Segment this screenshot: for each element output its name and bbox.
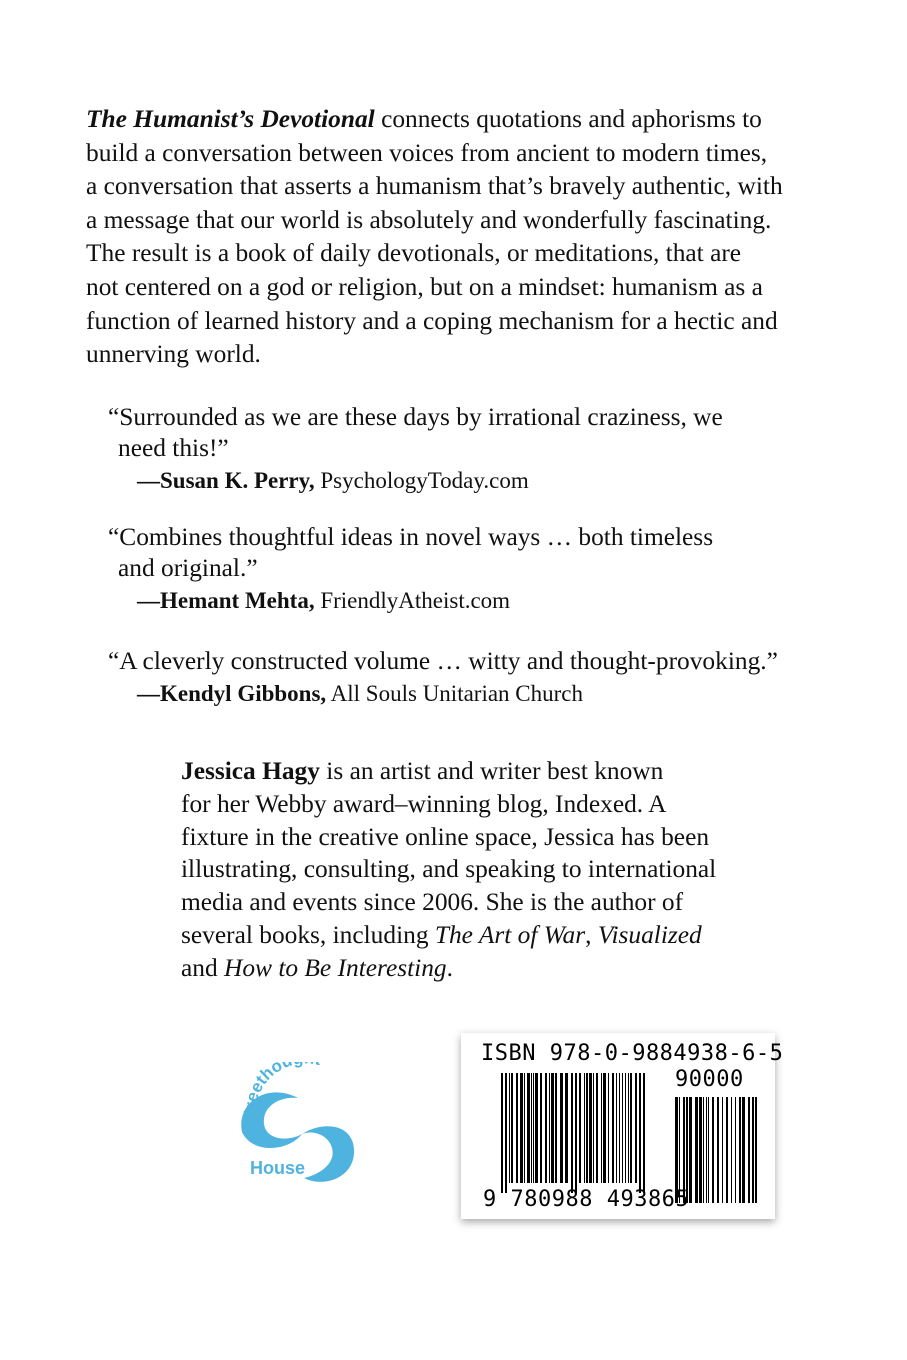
isbn-label: ISBN 978-0-9884938-6-5: [481, 1041, 784, 1066]
barcode-bar: [555, 1073, 557, 1183]
barcode-bar: [699, 1097, 702, 1203]
barcode-bar: [622, 1073, 623, 1183]
bio-line: Jessica Hagy is an artist and writer best known: [181, 757, 664, 785]
barcode-bar: [722, 1097, 723, 1203]
quote-line: “Surrounded as we are these days by irrational craziness, we: [108, 403, 723, 431]
barcode-bar: [511, 1073, 513, 1183]
barcode-bar: [612, 1073, 614, 1183]
quote-attribution: [108, 679, 778, 709]
barcode-bar: [619, 1073, 620, 1183]
barcode-bar: [703, 1097, 704, 1203]
book-title-visualized: Visualized: [597, 920, 702, 949]
quote-source: FriendlyAtheist.com: [314, 588, 511, 613]
barcode-bar: [635, 1073, 637, 1183]
barcode-bar: [520, 1073, 523, 1183]
barcode-bar: [603, 1073, 606, 1183]
barcode-bar: [579, 1073, 581, 1183]
barcode-bar: [527, 1073, 530, 1183]
review-quote-perry: [108, 402, 723, 496]
quote-line: need this!”: [118, 434, 229, 462]
barcode-bar: [589, 1073, 592, 1183]
barcode-bar: [742, 1097, 745, 1203]
barcode-bar: [593, 1073, 594, 1183]
barcode-bar: [695, 1097, 698, 1203]
bio-line: illustrating, consulting, and speaking to international: [181, 855, 717, 884]
barcode-bar: [712, 1097, 714, 1203]
logo-text-bottom: House: [250, 1158, 306, 1178]
barcode-bar: [752, 1097, 754, 1203]
description-line: build a conversation between voices from ancient to modern times,: [86, 138, 768, 167]
description-line: unnerving world.: [86, 340, 261, 369]
logo-text-top: Freetho: [240, 1062, 286, 1121]
author-bio: [181, 755, 716, 985]
barcode-guard-bar: [639, 1073, 641, 1193]
barcode-guard-bar: [571, 1073, 573, 1193]
ean-digits: 9 780988 493865: [483, 1187, 690, 1212]
quote-attribution: [108, 466, 723, 496]
barcode-bar: [560, 1073, 563, 1183]
barcode-bar: [549, 1073, 550, 1183]
barcode-bar: [524, 1073, 525, 1183]
barcode-guard-bar: [643, 1073, 645, 1193]
bio-line: fixture in the creative online space, Jessica has been: [181, 822, 710, 851]
price-code: 90000: [675, 1067, 744, 1092]
barcode-bar: [706, 1097, 707, 1203]
description-line: function of learned history and a coping mechanism for a hectic and: [86, 306, 778, 335]
barcode-bar: [596, 1073, 598, 1183]
barcode-bar: [516, 1073, 518, 1183]
barcode-bar: [545, 1073, 547, 1183]
barcode-bar: [739, 1097, 741, 1203]
barcode-bar: [630, 1073, 632, 1183]
barcode-bar: [735, 1097, 736, 1203]
description-line: The Humanist’s Devotional connects quotations and aphorisms to: [86, 105, 762, 133]
barcode-bar: [616, 1073, 617, 1183]
quote-line: “Combines thoughtful ideas in novel ways … both timeless: [108, 523, 714, 551]
quote-author: —Kendyl Gibbons,: [137, 681, 327, 706]
quote-line: “A cleverly constructed volume … witty and thought-provoking.”: [108, 647, 778, 675]
description-line: not centered on a god or religion, but on a mindset: humanism as a: [86, 272, 763, 301]
barcode-bar: [586, 1073, 588, 1183]
quote-source: PsychologyToday.com: [314, 468, 529, 493]
barcode-bar: [531, 1073, 532, 1183]
quote-attribution: [108, 586, 713, 616]
barcode-bar: [608, 1073, 609, 1183]
barcode-bar: [601, 1073, 602, 1183]
barcode-bar: [540, 1073, 542, 1183]
book-description: [86, 103, 846, 372]
barcode-bar: [689, 1097, 692, 1203]
barcode-bar: [535, 1073, 538, 1183]
quote-author: —Hemant Mehta,: [137, 588, 315, 613]
barcode-bar: [551, 1073, 554, 1183]
barcode-guard-bar: [505, 1073, 507, 1193]
author-name: Jessica Hagy: [181, 757, 320, 785]
quote-line: and original.”: [118, 554, 258, 582]
bio-line: several books, including The Art of War, Visualized: [181, 920, 702, 949]
freethought-house-logo-icon: [228, 1062, 388, 1202]
barcode-bar: [584, 1073, 585, 1183]
barcode-guard-bar: [575, 1073, 577, 1193]
description-line: a conversation that asserts a humanism that’s bravely authentic, with: [86, 172, 783, 201]
quote-source: All Souls Unitarian Church: [326, 681, 584, 706]
barcode-bar: [755, 1097, 757, 1203]
barcode-bar: [625, 1073, 626, 1183]
bio-line: and How to Be Interesting.: [181, 953, 453, 982]
barcode-bar: [628, 1073, 629, 1183]
publisher-logo: [228, 1062, 388, 1202]
quote-author: —Susan K. Perry,: [137, 468, 315, 493]
bio-line: for her Webby award–winning blog, Indexed. A: [181, 789, 667, 818]
review-quote-gibbons: [108, 646, 778, 709]
barcode-bar: [708, 1097, 709, 1203]
barcode-bar: [533, 1073, 534, 1183]
book-title-art-of-war: The Art of War: [434, 920, 586, 949]
description-line: The result is a book of daily devotionals, or meditations, that are: [86, 239, 742, 268]
barcode-guard-bar: [501, 1073, 503, 1193]
swirl-lower-shape: [302, 1126, 354, 1182]
barcode-bar: [717, 1097, 719, 1203]
isbn-barcode: [461, 1033, 784, 1219]
bio-line: media and events since 2006. She is the author of: [181, 888, 684, 917]
book-title: The Humanist’s Devotional: [86, 105, 375, 133]
review-quote-mehta: [108, 522, 713, 616]
book-title-how-to-be-interesting: How to Be Interesting: [224, 953, 447, 982]
barcode-bar: [748, 1097, 750, 1203]
barcode-bar: [731, 1097, 732, 1203]
description-line: a message that our world is absolutely and wonderfully fascinating.: [86, 205, 772, 234]
barcode-bar: [565, 1073, 568, 1183]
barcode-bar: [509, 1073, 510, 1183]
barcode-bar: [726, 1097, 728, 1203]
